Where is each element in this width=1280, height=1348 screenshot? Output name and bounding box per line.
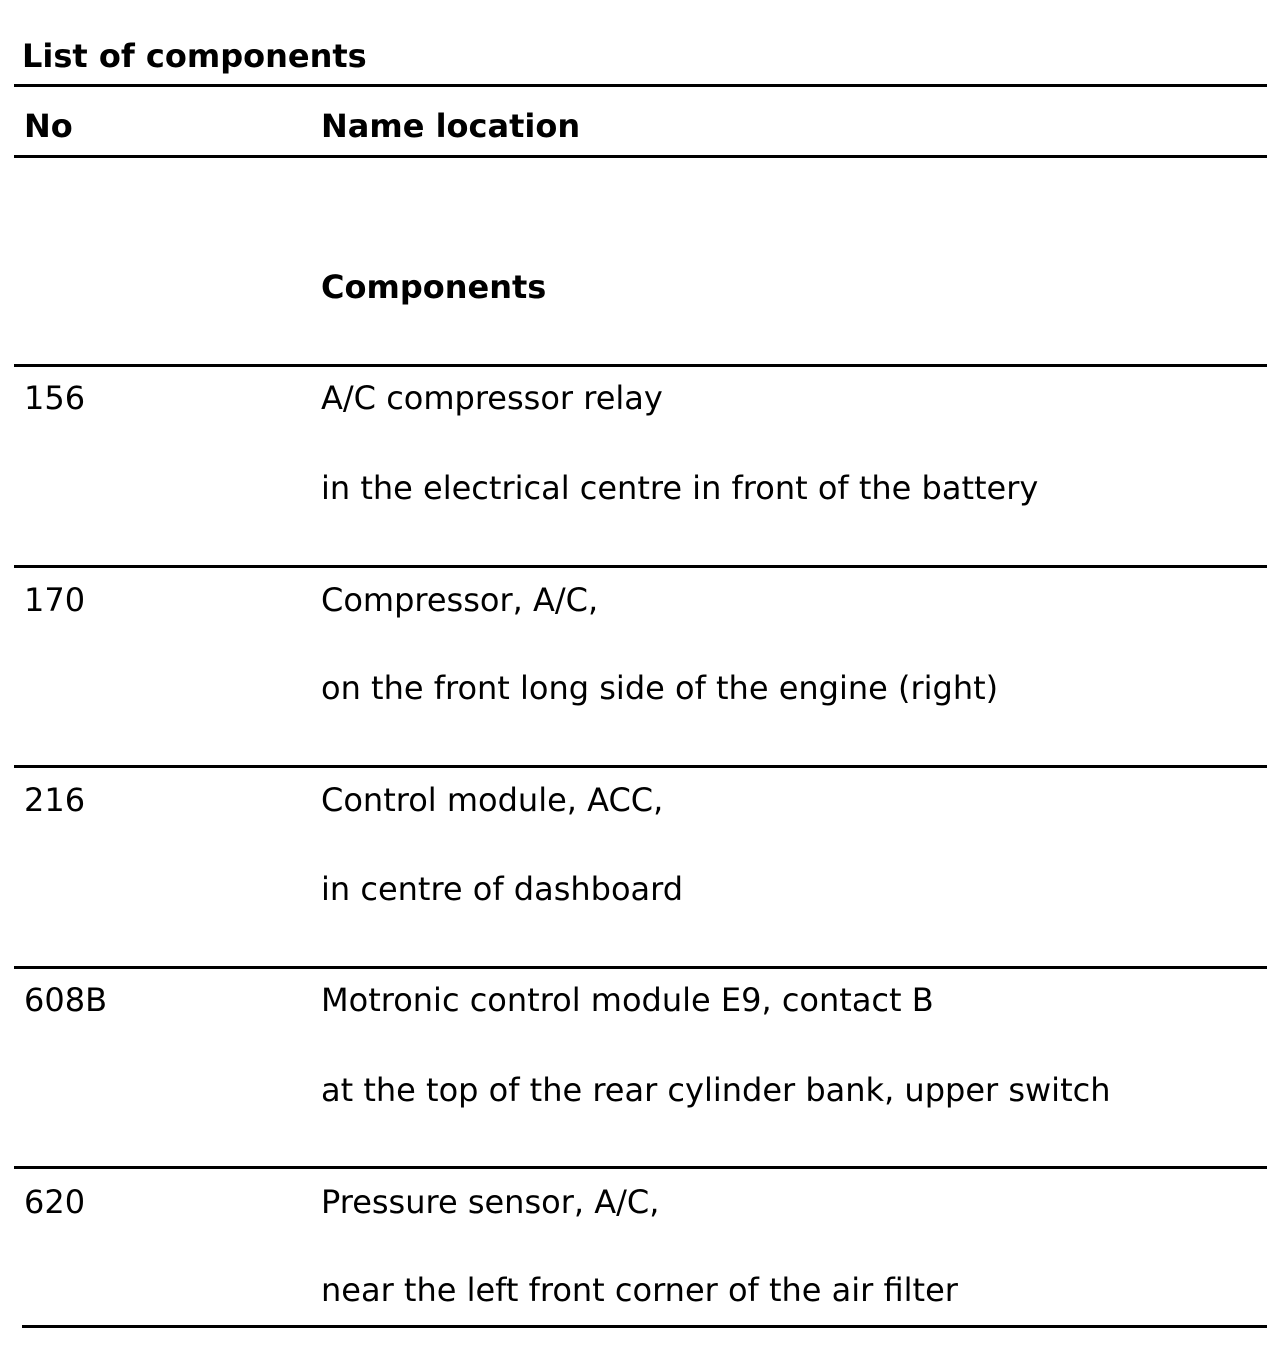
- component-name: Motronic control module E9, contact B: [321, 981, 934, 1019]
- component-name: Compressor, A/C,: [321, 581, 599, 619]
- row-divider: [14, 966, 1267, 969]
- column-header-name-location: Name location: [321, 107, 581, 145]
- component-location: at the top of the rear cylinder bank, upper switch: [321, 1071, 1111, 1109]
- row-divider: [14, 364, 1267, 367]
- component-number: 608B: [24, 981, 108, 1019]
- table-bottom-border: [22, 1325, 1267, 1328]
- component-name: Pressure sensor, A/C,: [321, 1183, 660, 1221]
- component-location: in the electrical centre in front of the battery: [321, 469, 1039, 507]
- component-name: Control module, ACC,: [321, 781, 664, 819]
- section-label: Components: [321, 268, 547, 306]
- component-number: 216: [24, 781, 86, 819]
- row-divider: [14, 565, 1267, 568]
- component-location: near the left front corner of the air filter: [321, 1271, 958, 1309]
- component-number: 156: [24, 379, 86, 417]
- row-divider: [14, 765, 1267, 768]
- component-number: 170: [24, 581, 86, 619]
- column-header-no: No: [24, 107, 73, 145]
- component-location: in centre of dashboard: [321, 870, 684, 908]
- page-title: List of components: [22, 37, 367, 75]
- title-divider: [14, 84, 1267, 87]
- component-name: A/C compressor relay: [321, 379, 663, 417]
- component-number: 620: [24, 1183, 86, 1221]
- header-divider: [14, 155, 1267, 158]
- component-location: on the front long side of the engine (right): [321, 669, 999, 707]
- row-divider: [14, 1166, 1267, 1169]
